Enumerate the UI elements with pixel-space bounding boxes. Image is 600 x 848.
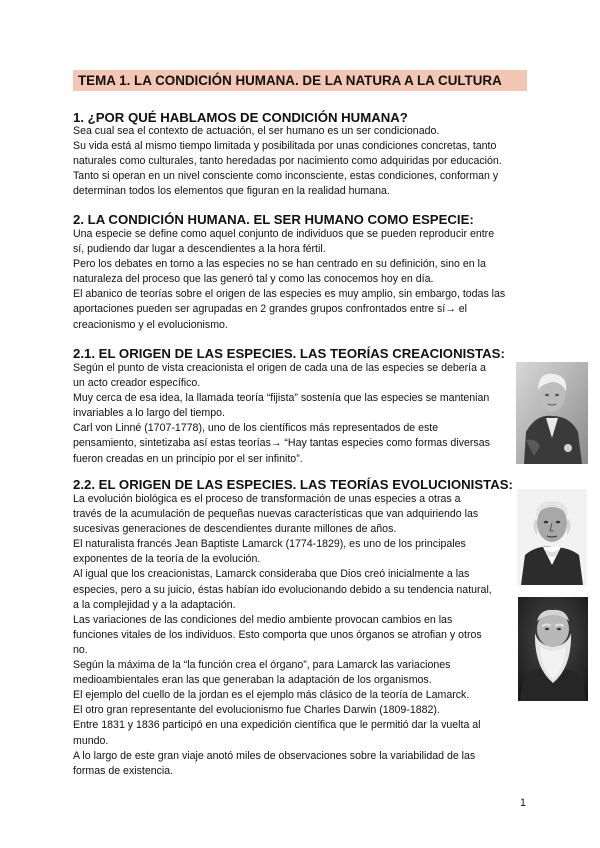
text-line: El naturalista francés Jean Baptiste Lamarck (1774-1829), es uno de los principales <box>73 538 466 551</box>
text-line: Al igual que los creacionistas, Lamarck consideraba que Dios creó inicialmente a las <box>73 568 470 581</box>
text-line: medioambientales eran las que generaban la adaptación de los organismos. <box>73 674 432 687</box>
section-2-2-heading: 2.2. EL ORIGEN DE LAS ESPECIES. LAS TEORÍAS EVOLUCIONISTAS: <box>73 477 513 492</box>
text-line: determinan todos los elementos que figuran en la realidad humana. <box>73 185 390 198</box>
text-line: sí, pudiendo dar lugar a descendientes a la hora fértil. <box>73 243 326 256</box>
text-line: Entre 1831 y 1836 participó en una expedición científica que le permitió dar la vuelta al <box>73 719 481 732</box>
section-2-heading: 2. LA CONDICIÓN HUMANA. EL SER HUMANO COMO ESPECIE: <box>73 212 474 227</box>
text-line: Tanto si operan en un nivel consciente como inconsciente, estas condiciones, conforman y <box>73 170 499 183</box>
section-1-text <box>73 124 502 199</box>
text-line: Pero los debates en torno a las especies no se han centrado en su definición, sino en la <box>73 258 486 271</box>
text-line: La evolución biológica es el proceso de transformación de unas especies a otras a <box>73 493 461 505</box>
text-line: El ejemplo del cuello de la jordan es el ejemplo más clásico de la teoría de Lamarck. <box>73 689 470 702</box>
text-line: un acto creador específico. <box>73 377 201 390</box>
text-line: Muy cerca de esa idea, la llamada teoría “fijista” sostenía que las especies se mantenian <box>73 392 490 405</box>
text-line: Según la máxima de la “la función crea el órgano”, para Lamarck las variaciones <box>73 659 451 672</box>
text-line: aportaciones pueden ser agrupadas en 2 grandes grupos confrontados entre sí→ el <box>73 303 467 316</box>
text-line: pensamiento, sintetizaba así estas teorías→ “Hay tantas especies como formas diversas <box>73 437 490 450</box>
text-line: a la complejidad y a la adaptación. <box>73 598 236 611</box>
text-line: exponentes de la teoría de la evolución. <box>73 553 261 566</box>
text-line: Una especie se define como aquel conjunto de individuos que se pueden reproducir entre <box>73 228 495 240</box>
section-2-1-heading: 2.1. EL ORIGEN DE LAS ESPECIES. LAS TEORÍAS CREACIONISTAS: <box>73 346 505 361</box>
section-1-heading: 1. ¿POR QUÉ HABLAMOS DE CONDICIÓN HUMANA? <box>73 110 408 125</box>
text-line: naturaleza del proceso que las generó tal y como las conocemos hoy en día. <box>73 273 434 286</box>
text-line: formas de existencia. <box>73 764 174 777</box>
page-number: 1 <box>520 797 526 809</box>
section-2-1-text <box>73 361 490 467</box>
text-line: creacionismo y el evolucionismo. <box>73 318 228 331</box>
darwin-portrait <box>518 597 588 701</box>
text-line: funciones vitales de los individuos. Esto comporta que unos órganos se atrofian y otros <box>73 628 482 641</box>
text-line: invariables a lo largo del tiempo. <box>73 407 225 420</box>
text-line: especies, pero a su juicio, éstas habían ido evolucionando debido a su tendencia natural, <box>73 583 492 596</box>
text-line: no. <box>73 643 88 656</box>
page-title: TEMA 1. LA CONDICIÓN HUMANA. DE LA NATURA A LA CULTURA <box>78 73 502 88</box>
text-line: A lo largo de este gran viaje anotó miles de observaciones sobre la variabilidad de las <box>73 749 476 762</box>
linnaeus-portrait <box>516 362 588 464</box>
text-line: naturales como culturales, tanto heredadas por nacimiento como adquiridas por educación. <box>73 155 502 168</box>
text-line: mundo. <box>73 734 109 747</box>
lamarck-portrait <box>517 489 587 585</box>
text-line: Las variaciones de las condiciones del medio ambiente provocan cambios en las <box>73 613 453 626</box>
text-line: sucesivas generaciones de descendientes durante millones de años. <box>73 523 397 536</box>
text-line: fueron creadas en un principio por el ser infinito”. <box>73 452 303 465</box>
text-line: Sea cual sea el contexto de actuación, el ser humano es un ser condicionado. <box>73 125 440 137</box>
text-line: Según el punto de vista creacionista el origen de cada una de las especies se debería a <box>73 362 486 374</box>
section-2-2-text <box>73 492 492 779</box>
text-line: Su vida está al mismo tiempo limitada y posibilitada por unas condiciones concretas, tanto <box>73 140 497 153</box>
section-2-text <box>73 227 505 333</box>
text-line: Carl von Linné (1707-1778), uno de los científicos más representados de este <box>73 422 439 435</box>
text-line: El otro gran representante del evolucionismo fue Charles Darwin (1809-1882). <box>73 704 440 717</box>
text-line: El abanico de teorías sobre el origen de las especies es muy amplio, sin embargo, todas las <box>73 288 506 301</box>
text-line: través de la acumulación de pequeñas nuevas características que van adquiriendo las <box>73 508 479 521</box>
